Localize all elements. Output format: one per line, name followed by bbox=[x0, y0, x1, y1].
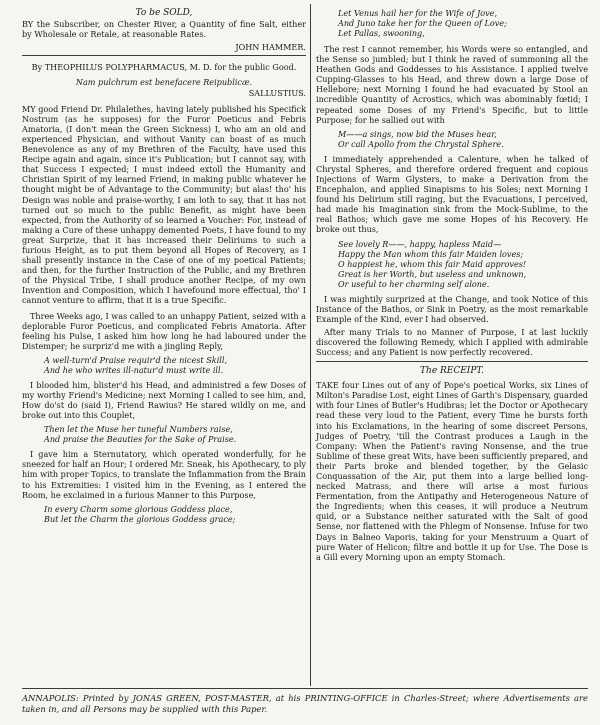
verse-line: Or useful to her charming self alone. bbox=[338, 278, 490, 289]
receipt-heading: The RECEIPT. bbox=[420, 366, 484, 377]
verse-block-4 bbox=[338, 8, 588, 38]
article-paragraph-1: MY good Friend Dr. Philalethes, having lately published his Specifick Nostrum (as he supposes) for the Furor Poeticus and Febris Amatoria, (I don't mean the Green Sickness) I, who am an old and experienced Physician, and without Vanity can boast of as much Benevolence as any of my Brethren of the Faculty, have used this Recipe again and again, since it's Publication; but I cannot say, with that Success I expected; I must indeed extoll the Humanity and Christian Spirit of my learned Friend, in making public whatever he thought might be of Advantage to the Community; but alas! tho' his Design was noble and praise-worthy, I am loth to say, that it has not turned out so much to the public Benefit, as might have been expected, from the Authority of so learned a Voucher: For, instead of making a Cure of these unhappy demented Poets, I have found to my great Surprize, that it has increased their Deliriums to such a furious Height, as to put them beyond all Hopes of Recovery, as I shall presently instance in the Case of one of my poetical Patients; and then, for the further Instruction of the Public, and my Brethren of the Physical Tribe, I shall produce another Recipe, of my own Invention and Composition, which I havefound more effectual, tho' I cannot venture to affirm, that it is a true Specific. bbox=[22, 103, 306, 306]
verse-line: Happy the Man whom this fair Maiden loves; bbox=[338, 248, 524, 259]
article-paragraph-4: I gave him a Sternutatory, which operated wonderfully, for he sneezed for half an Hour; I ordered Mr. Sneak, his Apothecary, to ply him with proper Topics, to translate the Inflammation from the Brain to his Extremities: I visited him in the Evening, as I entered the Room, he exclaimed in a furious Manner to this Purpose, bbox=[22, 449, 306, 500]
footer-rule bbox=[22, 688, 588, 689]
byline: By THEOPHILUS POLYPHARMACUS, M. D. for the public Good. bbox=[31, 62, 297, 73]
verse-line: Let Venus hail her for the Wife of Jove, bbox=[338, 8, 498, 18]
left-column bbox=[22, 8, 306, 529]
sale-advertisement: BY the Subscriber, on Chester River, a Quantity of fine Salt, either by Wholesale or Retale, at reasonable Rates. bbox=[22, 19, 306, 40]
article-paragraph-6: I immediately apprehended a Calenture, when he talked of Chrystal Spheres, and therefore ordered frequent and copious Injections of Warm Glysters, to make a Derivation from the Encephalon, and applied Sinapisms to his Soles; next Morning I found his Delirium still raging, but the Evacuations, I perceived, had made his Imagination sink from the Mock-Sublime, to the real Bathos; which gave me some Hopes of his Recovery. He broke out thus, bbox=[316, 153, 588, 235]
verse-block-6 bbox=[338, 239, 588, 289]
verse-line: Great is her Worth, but useless and unknown, bbox=[338, 268, 527, 279]
sale-heading: To be SOLD, bbox=[135, 8, 193, 18]
article-paragraph-8: After many Trials to no Manner of Purpose, I at last luckily discovered the following Remedy, which I applied with admirable Success; and any Patient is now perfectly recovered. bbox=[316, 326, 588, 357]
verse-line: Or call Apollo from the Chrystal Sphere. bbox=[338, 138, 504, 149]
verse-line: O happiest he, whom this fair Maid approves! bbox=[338, 258, 527, 269]
verse-block-5 bbox=[338, 129, 588, 149]
verse-line: Let Pallas, swooning, bbox=[338, 28, 425, 38]
verse-line: M——a sings, now bid the Muses hear, bbox=[338, 128, 497, 139]
column-divider bbox=[310, 4, 311, 686]
article-paragraph-2: Three Weeks ago, I was called to an unhappy Patient, seized with a deplorable Furor Poeticus, and complicated Febris Amatoria. After feeling his Pulse, I asked him how long he had laboured under the Distemper; he surpriz'd me with a jingling Reply, bbox=[22, 310, 307, 351]
imprint-text: ANNAPOLIS: Printed by JONAS GREEN, POST-MASTER, at his PRINTING-OFFICE in Charles-Street; where Advertisements are taken in, and all Persons may be supplied with this Paper. bbox=[22, 693, 588, 714]
verse-line: A well-turn'd Praise requir'd the nicest Skill, bbox=[44, 354, 228, 365]
motto-text: Nam pulchrum est benefacere Reipublicæ. bbox=[75, 77, 253, 88]
article-paragraph-5: The rest I cannot remember, his Words were so entangled, and the Sense so jumbled; but I think he raved of summoning all the Heathen Gods and Goddesses to his Assistance. I applied twelve Cupping-Glasses to his Head, and threw down a large Dose of Hellebore; next Morning I found he had evacuated by Stool an incredible Quantity of Acrostics, which was abominably fœtid; I repeated some Doses of my Friend's Specific, but to little Purpose; for he sallied out with bbox=[316, 44, 588, 125]
printer-imprint bbox=[22, 688, 588, 714]
motto-author: SALLUSTIUS. bbox=[248, 87, 306, 98]
article-paragraph-3: I blooded him, blister'd his Head, and administred a few Doses of my worthy Friend's Medicine; next Morning I called to see him, and, How do'st do (said I), Friend Rawius? He stared wildly on me, and broke out into this Couplet, bbox=[22, 379, 306, 421]
verse-line: See lovely R——, happy, hapless Maid— bbox=[338, 238, 502, 249]
verse-block-1 bbox=[44, 355, 306, 375]
verse-block-3 bbox=[44, 504, 306, 524]
verse-line: And praise the Beauties for the Sake of Praise. bbox=[44, 434, 237, 445]
verse-line: Then let the Muse her tuneful Numbers raise, bbox=[44, 424, 233, 435]
verse-line: And he who writes ill-natur'd must write ill. bbox=[44, 364, 224, 375]
divider bbox=[316, 361, 588, 362]
verse-line: In every Charm some glorious Goddess place, bbox=[44, 503, 233, 514]
verse-line: But let the Charm the glorious Goddess grace; bbox=[44, 513, 236, 524]
divider bbox=[22, 55, 306, 56]
verse-block-2 bbox=[44, 424, 306, 444]
right-column bbox=[316, 8, 588, 565]
verse-line: And Juno take her for the Queen of Love; bbox=[338, 18, 507, 28]
sale-signer: JOHN HAMMER. bbox=[235, 42, 306, 53]
receipt-body: TAKE four Lines out of any of Pope's poetical Works, six Lines of Milton's Paradise Lost, eight Lines of Garth's Dispensary, guarded with four Lines of Butler's Hudibras; let the Doctor or Apothecary read these very loud to the Patient, every Time he bursts forth into his Exclamations, in the hearing of some discreet Persons, Judges of Poetry, 'till the Contrast produces a Laugh in the Company: When the Patient's raving Nonsense, and the true Sublime of these great Wits, have been sufficiently prepared, and their Parts broke and blended together, by the Gelasic Conquassation of the Air, put them into a large bellied long-necked Matrass, and there will arise a most furious Fermentation, from the Antipathy and Heterogeneous Nature of the Ingredients; when this ceases, it will produce a Neutrum quid, or a Substance neither saturated with the Salt of good Sense, nor flattened with the Phlegm of Nonsense. Infuse for two Days in Balneo Vaporis, taking for your Menstruum a Quart of pure Water of Helicon; filtre and bottle it up for Use. The Dose is a Gill every Morning upon an empty Stomach. bbox=[316, 380, 588, 562]
article-paragraph-7: I was mightily surprized at the Change, and took Notice of this Instance of the Bathos, or Sink in Poetry, as the most remarkable Example of the Kind, ever I had observed. bbox=[316, 293, 588, 324]
